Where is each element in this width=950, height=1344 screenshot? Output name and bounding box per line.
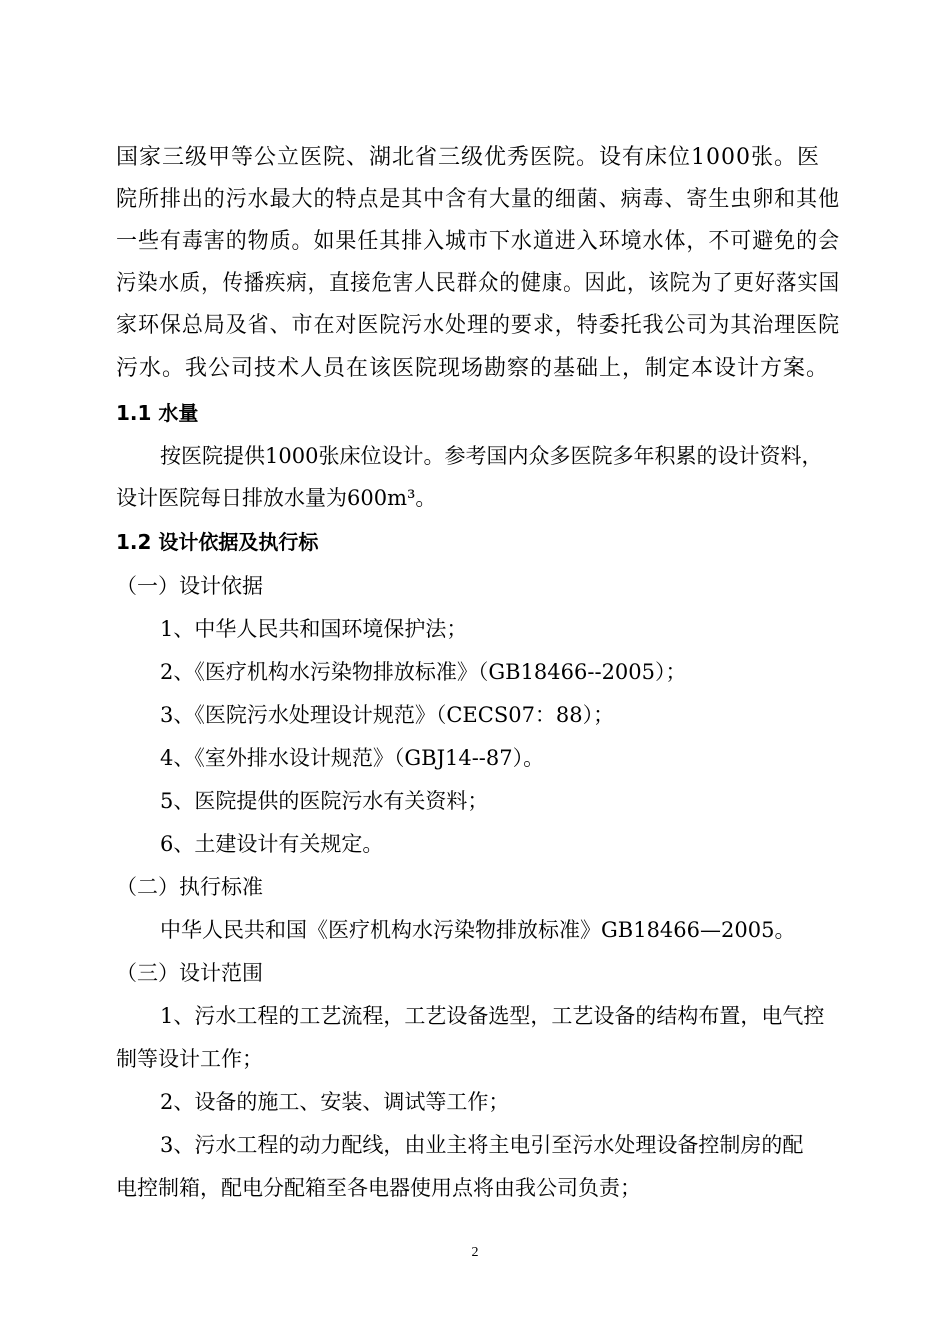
intro-line-1: 国家三级甲等公立医院、湖北省三级优秀医院。设有床位1000张。医: [116, 145, 820, 170]
design-basis-label: （一）设计依据: [116, 574, 263, 598]
page-number: 2: [471, 1245, 479, 1260]
heading-1-2: 1.2 设计依据及执行标: [116, 530, 319, 554]
scope-item-3-line-1: 3、污水工程的动力配线，由业主将主电引至污水处理设备控制房的配: [160, 1133, 804, 1157]
intro-line-3: 一些有毒害的物质。如果任其排入城市下水道进入环境水体，不可避免的会: [116, 229, 841, 254]
design-basis-item: 3、《医院污水处理设计规范》（CECS07：88）；: [160, 703, 615, 727]
design-basis-item: 6、土建设计有关规定。: [160, 832, 384, 856]
scope-item-2: 2、设备的施工、安装、调试等工作；: [160, 1090, 510, 1114]
heading-1-1: 1.1 水量: [116, 401, 199, 425]
intro-line-4: 污染水质，传播疾病，直接危害人民群众的健康。因此，该院为了更好落实国: [116, 271, 841, 296]
scope-label: （三）设计范围: [116, 961, 263, 985]
design-basis-item: 5、医院提供的医院污水有关资料；: [160, 789, 489, 813]
intro-line-6: 污水。我公司技术人员在该医院现场勘察的基础上，制定本设计方案。: [116, 356, 830, 381]
intro-line-2: 院所排出的污水最大的特点是其中含有大量的细菌、病毒、寄生虫卵和其他: [116, 187, 841, 212]
water-volume-line-2: 设计医院每日排放水量为600m³。: [116, 486, 437, 510]
design-basis-item: 2、《医疗机构水污染物排放标准》（GB18466--2005）；: [160, 660, 687, 684]
standard-text: 中华人民共和国《医疗机构水污染物排放标准》GB18466—2005。: [160, 918, 796, 942]
scope-item-1-line-2: 制等设计工作；: [116, 1047, 263, 1071]
scope-item-3-line-2: 电控制箱，配电分配箱至各电器使用点将由我公司负责；: [116, 1176, 641, 1200]
design-basis-item: 4、《室外排水设计规范》（GBJ14--87）。: [160, 746, 545, 770]
water-volume-line-1: 按医院提供1000张床位设计。参考国内众多医院多年积累的设计资料，: [160, 444, 823, 468]
scope-item-1-line-1: 1、污水工程的工艺流程，工艺设备选型，工艺设备的结构布置，电气控: [160, 1004, 825, 1028]
design-basis-item: 1、中华人民共和国环境保护法；: [160, 617, 468, 641]
standard-label: （二）执行标准: [116, 875, 263, 899]
intro-line-5: 家环保总局及省、市在对医院污水处理的要求，特委托我公司为其治理医院: [116, 313, 841, 338]
